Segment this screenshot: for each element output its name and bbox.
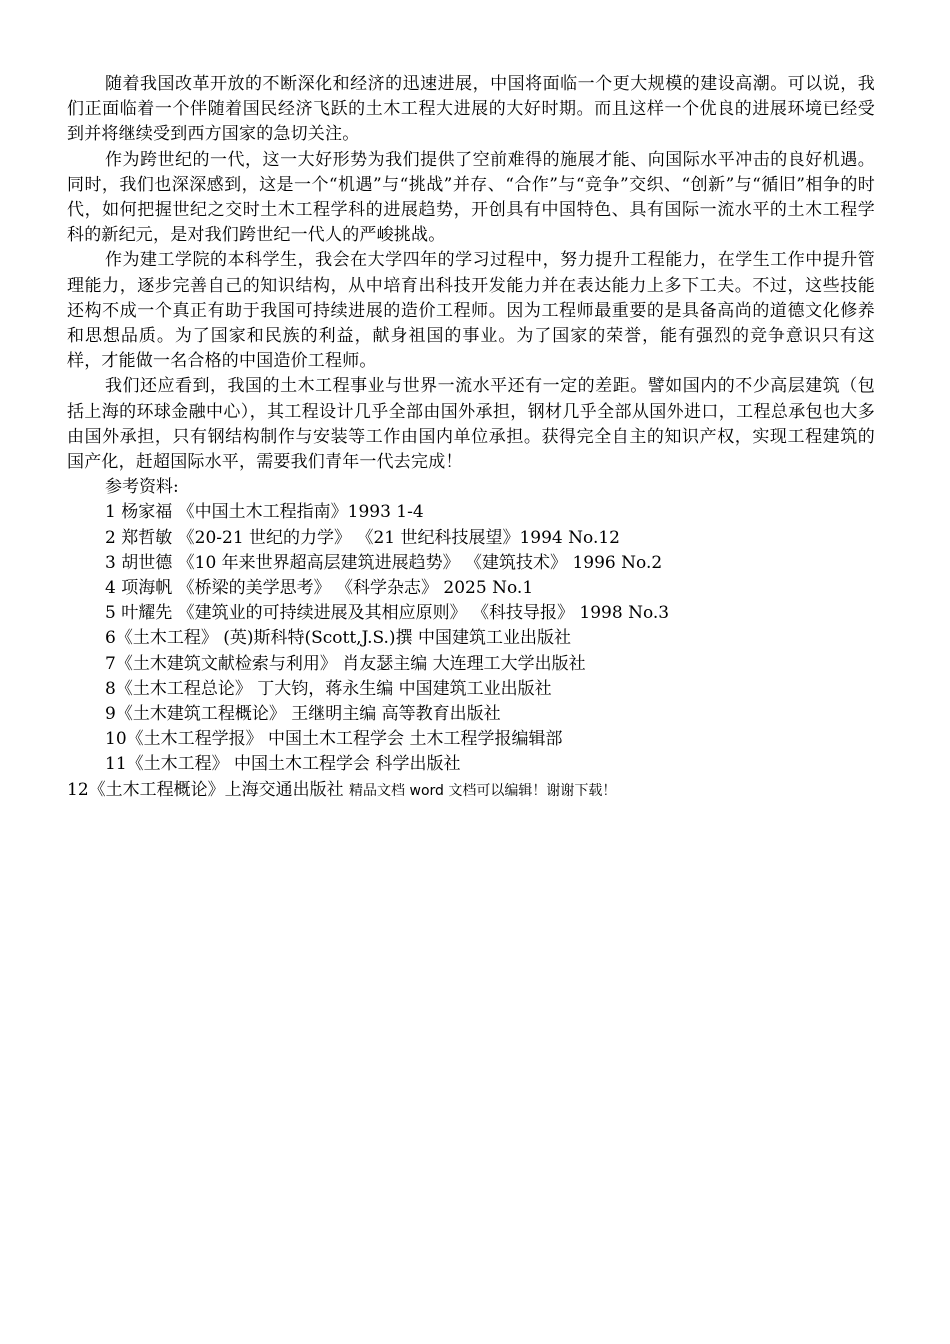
paragraph-4: 我们还应看到，我国的土木工程事业与世界一流水平还有一定的差距。譬如国内的不少高层建筑（包括上海的环球金融中心），其工程设计几乎全部由国外承担，钢材几乎全部从国外进口，工程总承包也大多由国外承担，只有钢结构制作与安装等工作由国内单位承担。获得完全自主的知识产权，实现工程建筑的国产化，赶超国际水平，需要我们青年一代去完成！ xyxy=(67,376,875,473)
reference-item: 1 杨家福 《中国土木工程指南》1993 1-4 xyxy=(105,502,424,523)
reference-item-last-text: 12《土木工程概论》上海交通出版社 xyxy=(67,779,344,800)
reference-item: 10《土木工程学报》 中国土木工程学会 土木工程学报编辑部 xyxy=(105,729,563,750)
paragraph-2: 作为跨世纪的一代，这一大好形势为我们提供了空前难得的施展才能、向国际水平冲击的良好机遇。同时，我们也深深感到，这是一个“机遇”与“挑战”并存、“合作”与“竞争”交织、“创新”与“循旧”相争的时代，如何把握世纪之交时土木工程学科的进展趋势，开创具有中国特色、具有国际一流水平的土木工程学科的新纪元，是对我们跨世纪一代人的严峻挑战。 xyxy=(67,149,875,246)
download-note: 精品文档 word 文档可以编辑！谢谢下载！ xyxy=(349,782,617,799)
reference-item: 3 胡世德 《10 年来世界超高层建筑进展趋势》 《建筑技术》 1996 No.2 xyxy=(105,552,663,573)
references-list xyxy=(67,500,875,803)
document-page xyxy=(67,72,875,804)
reference-item: 6《土木工程》 (英)斯科特(Scott,J.S.)撰 中国建筑工业出版社 xyxy=(105,628,571,649)
references-heading: 参考资料: xyxy=(105,477,179,498)
reference-item: 2 郑哲敏 《20-21 世纪的力学》 《21 世纪科技展望》1994 No.12 xyxy=(105,527,620,548)
reference-item: 5 叶耀先 《建筑业的可持续进展及其相应原则》 《科技导报》 1998 No.3 xyxy=(105,603,670,624)
reference-item-last xyxy=(67,778,875,804)
reference-item: 7《土木建筑文献检索与利用》 肖友瑟主编 大连理工大学出版社 xyxy=(105,653,586,674)
reference-item: 4 项海帆 《桥梁的美学思考》 《科学杂志》 2025 No.1 xyxy=(105,578,534,599)
paragraph-3: 作为建工学院的本科学生，我会在大学四年的学习过程中，努力提升工程能力，在学生工作中提升管理能力，逐步完善自己的知识结构，从中培育出科技开发能力并在表达能力上多下工夫。不过，这些技能还构不成一个真正有助于我国可持续进展的造价工程师。因为工程师最重要的是具备高尚的道德文化修养和思想品质。为了国家和民族的利益，献身祖国的事业。为了国家的荣誉，能有强烈的竞争意识只有这样，才能做一名合格的中国造价工程师。 xyxy=(67,250,875,372)
reference-item: 9《土木建筑工程概论》 王继明主编 高等教育出版社 xyxy=(105,704,501,725)
paragraph-1: 随着我国改革开放的不断深化和经济的迅速进展，中国将面临一个更大规模的建设高潮。可以说，我们正面临着一个伴随着国民经济飞跃的土木工程大进展的大好时期。而且这样一个优良的进展环境已经受到并将继续受到西方国家的急切关注。 xyxy=(67,74,875,145)
reference-item: 11《土木工程》 中国土木工程学会 科学出版社 xyxy=(105,754,461,775)
reference-item: 8《土木工程总论》 丁大钧，蒋永生编 中国建筑工业出版社 xyxy=(105,678,552,699)
